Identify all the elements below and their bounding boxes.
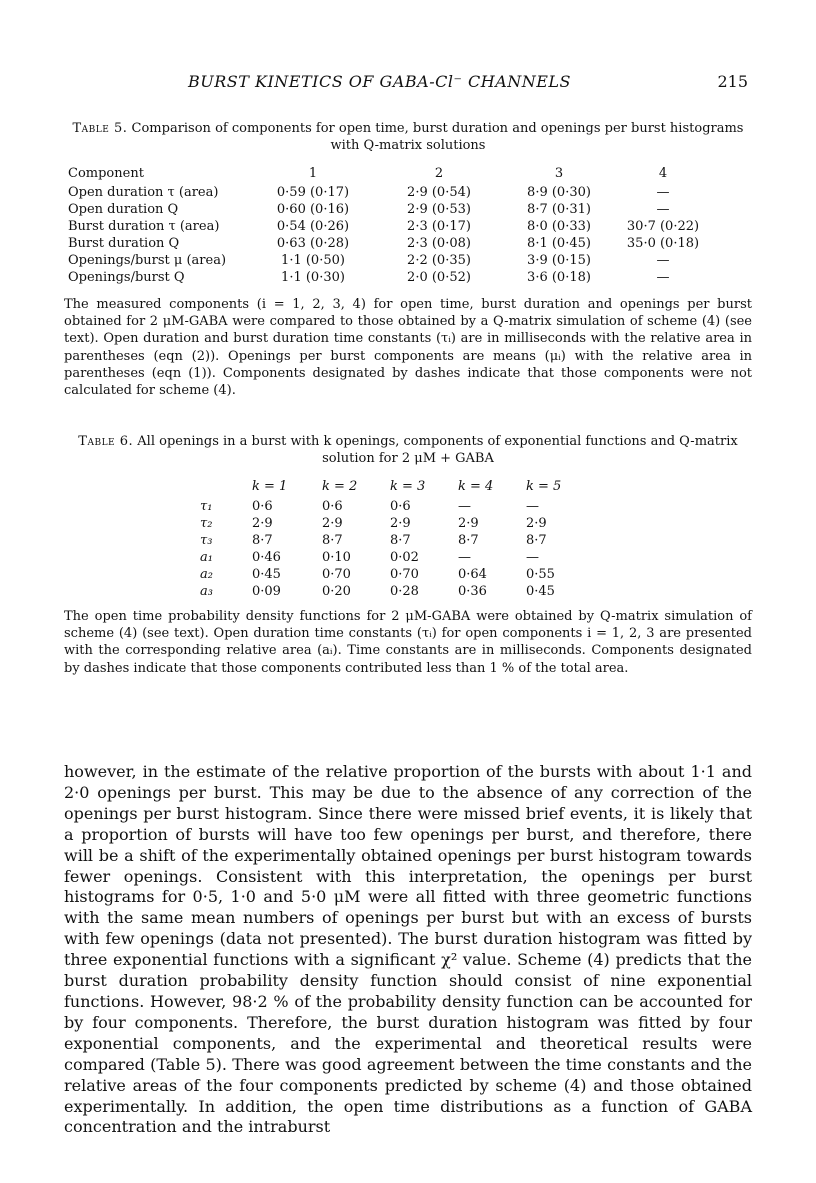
row-label: Openings/burst Q [68, 270, 185, 285]
table-cell: 0·45 [252, 567, 281, 582]
table-cell: 0·55 [526, 567, 555, 582]
table-cell: 0·60 (0·16) [276, 202, 350, 217]
table-cell: 2·3 (0·08) [407, 236, 471, 251]
table-cell: 0·46 [252, 550, 281, 565]
table-cell: 0·70 [322, 567, 351, 582]
table5-header-row [68, 162, 708, 184]
table6 [200, 474, 596, 600]
table-cell: 0·6 [390, 499, 411, 514]
table5-note: The measured components (i = 1, 2, 3, 4) for open time, burst duration and openings per burst obtained for 2 μM-GABA were compared to those obtained by a Q-matrix simulation of scheme (4) (see text). Open duration and burst duration time constants (τᵢ) are in milliseconds with the relative area in parentheses (eqn (2)). Openings per burst components are means (μᵢ) with the relative area in parentheses (eqn (1)). Components designated by dashes indicate that those components were not calculated for scheme (4). [64, 297, 752, 399]
table-cell: 0·59 (0·17) [276, 185, 350, 200]
table5-header: Component [68, 165, 144, 181]
table-row [200, 515, 596, 532]
table-cell: 0·70 [390, 567, 419, 582]
row-label: a₁ [200, 550, 213, 565]
table-cell: 0·54 (0·26) [276, 219, 350, 234]
table-cell: — [526, 550, 539, 565]
table-cell: 8·7 (0·31) [527, 202, 591, 217]
table-cell: 8·7 [526, 533, 547, 548]
table5-header: 2 [434, 165, 444, 181]
table-cell: 2·9 [252, 516, 273, 531]
table-cell: 2·2 (0·35) [407, 253, 471, 268]
row-label: τ₂ [200, 516, 213, 531]
row-label: a₃ [200, 584, 213, 599]
table-cell: — [656, 253, 670, 268]
table6-caption [64, 433, 752, 467]
table-cell: 8·7 [252, 533, 273, 548]
row-label: τ₃ [200, 533, 213, 548]
table-cell: 3·6 (0·18) [527, 270, 591, 285]
table-cell: 2·9 (0·54) [407, 185, 471, 200]
table6-label: Table 6. [78, 434, 134, 449]
table-row [68, 235, 708, 252]
table-cell: 8·1 (0·45) [527, 236, 591, 251]
table6-header: k = 1 [252, 478, 288, 494]
row-label: Open duration τ (area) [68, 185, 219, 200]
table-row [68, 269, 708, 286]
table-cell: 2·9 [526, 516, 547, 531]
row-label: Burst duration τ (area) [68, 219, 220, 234]
page-number: 215 [717, 72, 748, 91]
table-cell: 30·7 (0·22) [626, 219, 700, 234]
table-row [200, 583, 596, 600]
table-cell: 2·9 (0·53) [407, 202, 471, 217]
table-cell: 8·7 [458, 533, 479, 548]
table-cell: 0·10 [322, 550, 351, 565]
table-row [68, 201, 708, 218]
row-label: Openings/burst μ (area) [68, 253, 227, 268]
table-cell: 0·63 (0·28) [276, 236, 350, 251]
table6-header: k = 2 [322, 478, 358, 494]
row-label: Burst duration Q [68, 236, 180, 251]
table-cell: 2·9 [390, 516, 411, 531]
table-cell: 3·9 (0·15) [527, 253, 591, 268]
table-cell: 2·9 [322, 516, 343, 531]
table-cell: 0·64 [458, 567, 487, 582]
table-cell: — [458, 550, 471, 565]
table-row [68, 184, 708, 201]
table-cell: 8·7 [390, 533, 411, 548]
table-row [68, 252, 708, 269]
running-title: BURST KINETICS OF GABA-Cl⁻ CHANNELS [188, 72, 572, 91]
table6-header: k = 3 [390, 478, 426, 494]
table6-note: The open time probability density functions for 2 μM-GABA were obtained by Q-matrix simulation of scheme (4) (see text). Open duration time constants (τᵢ) for open components i = 1, 2, 3 are presented with the corresponding relative area (aᵢ). Time constants are in milliseconds. Components designated by dashes indicate that those components contributed less than 1 % of the total area. [64, 609, 752, 676]
table-cell: 0·36 [458, 584, 487, 599]
table-row [200, 532, 596, 549]
table-cell: 0·6 [322, 499, 343, 514]
table-row [200, 566, 596, 583]
table6-header: k = 5 [526, 478, 562, 494]
table-row [68, 218, 708, 235]
table-cell: 0·02 [390, 550, 419, 565]
running-header [188, 72, 748, 91]
table-cell: 2·3 (0·17) [407, 219, 471, 234]
table-cell: 0·20 [322, 584, 351, 599]
table6-body [200, 498, 596, 600]
table-cell: 35·0 (0·18) [626, 236, 700, 251]
table5-body [68, 184, 708, 286]
table-cell: 0·09 [252, 584, 281, 599]
table-cell: 8·0 (0·33) [527, 219, 591, 234]
table6-header [200, 474, 252, 498]
body-text [64, 762, 752, 1138]
table-cell: 0·6 [252, 499, 273, 514]
row-label: a₂ [200, 567, 213, 582]
table-cell: 1·1 (0·50) [281, 253, 345, 268]
table5-label: Table 5. [72, 121, 128, 136]
table-cell: — [526, 499, 539, 514]
table5-header: 1 [308, 165, 318, 181]
table-cell: 8·9 (0·30) [527, 185, 591, 200]
table5-caption [64, 120, 752, 154]
table-cell: — [656, 202, 670, 217]
table-cell: — [656, 185, 670, 200]
table6-header-row [200, 474, 596, 498]
table-cell: — [656, 270, 670, 285]
table-row [200, 549, 596, 566]
body-paragraph: however, in the estimate of the relative proportion of the bursts with about 1·1 and 2·0 openings per burst. This may be due to the absence of any correction of the openings per burst histogram. Since there were missed brief events, it is likely that a proportion of bursts will have too few openings per burst, and therefore, there will be a shift of the experimentally obtained openings per burst histogram towards fewer openings. Consistent with this interpretation, the openings per burst histograms for 0·5, 1·0 and 5·0 μM were all fitted with three geometric functions with the same mean numbers of openings per burst but with an excess of bursts with few openings (data not presented). The burst duration histogram was fitted by three exponential functions with a significant χ² value. Scheme (4) predicts that the burst duration probability density function should consist of nine exponential functions. However, 98·2 % of the probability density function can be accounted for by four components. Therefore, the burst duration histogram was fitted by four exponential components, and the experimental and theoretical results were compared (Table 5). There was good agreement between the time constants and the relative areas of the four components predicted by scheme (4) and those obtained experimentally. In addition, the open time distributions as a function of GABA concentration and the intraburst [64, 762, 752, 1137]
table-cell: 0·45 [526, 584, 555, 599]
table5-header: 3 [554, 165, 564, 181]
row-label: Open duration Q [68, 202, 179, 217]
table-cell: 2·0 (0·52) [407, 270, 471, 285]
table-cell: 0·28 [390, 584, 419, 599]
table6-header: k = 4 [458, 478, 494, 494]
table6-caption-text: All openings in a burst with k openings, components of exponential functions and Q-matrix solution for 2 μM + GABA [137, 434, 738, 466]
table-row [200, 498, 596, 515]
table5-caption-text: Comparison of components for open time, burst duration and openings per burst histograms with Q-matrix solutions [131, 121, 744, 153]
table5-header: 4 [658, 165, 668, 181]
row-label: τ₁ [200, 499, 213, 514]
table5 [68, 162, 708, 286]
table-cell: 8·7 [322, 533, 343, 548]
table-cell: 2·9 [458, 516, 479, 531]
table-cell: 1·1 (0·30) [281, 270, 345, 285]
table-cell: — [458, 499, 471, 514]
